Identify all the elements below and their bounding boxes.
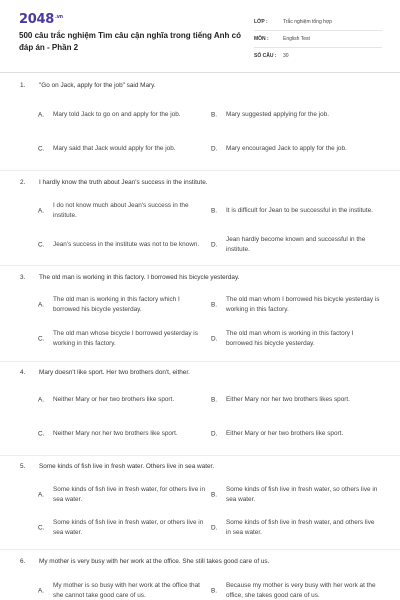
document-title: 500 câu trắc nghiệm Tìm câu cận nghĩa trong tiếng Anh có đáp án - Phần 2: [19, 31, 241, 52]
option-a[interactable]: [38, 100, 213, 130]
option-a[interactable]: [38, 290, 213, 320]
question-text: [20, 179, 390, 186]
header: [0, 0, 400, 70]
question-text: [20, 369, 390, 376]
meta-value: 30: [283, 53, 289, 59]
option-c[interactable]: [38, 230, 213, 260]
option-d[interactable]: [211, 324, 386, 354]
option-letter: C.: [38, 145, 45, 153]
option-letter: C.: [38, 430, 45, 438]
question-prompt: "Go on Jack, apply for the job" said Mary.: [39, 82, 156, 89]
option-letter: B.: [211, 396, 218, 404]
option-d[interactable]: [211, 230, 386, 260]
option-a[interactable]: [38, 196, 213, 226]
option-letter: B.: [211, 491, 218, 499]
option-c[interactable]: [38, 419, 213, 449]
question-text: [20, 558, 390, 565]
question-number: 1.: [20, 82, 26, 89]
option-text: Jean's success in the institute was not to be known.: [53, 241, 200, 248]
option-c[interactable]: [38, 513, 213, 543]
option-b[interactable]: [211, 290, 386, 320]
question-number: 4.: [20, 369, 26, 376]
option-letter: D.: [211, 241, 218, 249]
meta-key: SỐ CÂU :: [254, 53, 277, 59]
question-number: 6.: [20, 558, 26, 565]
option-letter: A.: [38, 491, 45, 499]
option-letter: A.: [38, 301, 45, 309]
option-text: Neither Mary or her two brothers like sport.: [53, 396, 175, 403]
option-d[interactable]: [211, 419, 386, 449]
option-text: Some kinds of fish live in fresh water, or others live in sea water.: [53, 519, 204, 536]
meta-table: [254, 14, 382, 64]
question-divider: [0, 170, 400, 171]
option-text: Either Mary or her two brothers like sport.: [226, 430, 344, 437]
option-d[interactable]: [211, 134, 386, 164]
option-letter: C.: [38, 524, 45, 532]
option-a[interactable]: [38, 576, 213, 600]
option-b[interactable]: [211, 196, 386, 226]
option-text: My mother is so busy with her work at the office that she cannot take good care of us.: [53, 582, 200, 599]
logo-text: 2048: [19, 12, 54, 27]
option-text: The old man whom is working in this factory I borrowed his bicycle yesterday.: [226, 330, 354, 347]
logo-suffix: .vn: [54, 13, 63, 20]
option-text: Mary said that Jack would apply for the job.: [53, 145, 176, 152]
option-letter: A.: [38, 111, 45, 119]
option-b[interactable]: [211, 480, 386, 510]
meta-key: MÔN :: [254, 36, 269, 42]
option-text: Either Mary nor her two brothers likes sport.: [226, 396, 350, 403]
option-letter: D.: [211, 524, 218, 532]
option-text: Jean hardly become known and successful in the institute.: [226, 236, 366, 253]
option-letter: C.: [38, 335, 45, 343]
option-text: Neither Mary nor her two brothers like sport.: [53, 430, 178, 437]
question-divider: [0, 455, 400, 456]
option-text: Mary suggested applying for the job.: [226, 111, 330, 118]
site-logo[interactable]: [19, 12, 63, 27]
option-letter: B.: [211, 587, 218, 595]
option-letter: B.: [211, 207, 218, 215]
option-letter: B.: [211, 111, 218, 119]
question-text: [20, 274, 390, 281]
question-divider: [0, 361, 400, 362]
option-text: The old man is working in this factory which I borrowed his bicycle yesterday.: [53, 296, 180, 313]
option-letter: C.: [38, 241, 45, 249]
meta-row-subject: [254, 31, 382, 48]
option-text: It is difficult for Jean to be successful in the institute.: [226, 207, 373, 214]
question-text: [20, 82, 390, 89]
option-b[interactable]: [211, 576, 386, 600]
question-divider: [0, 265, 400, 266]
meta-row-count: [254, 48, 382, 64]
option-b[interactable]: [211, 385, 386, 415]
question-prompt: My mother is very busy with her work at the office. She still takes good care of us.: [39, 558, 270, 565]
question-divider: [0, 549, 400, 550]
option-text: The old man whom I borrowed his bicycle yesterday is working in this factory.: [226, 296, 380, 313]
question-number: 5.: [20, 463, 26, 470]
question-number: 3.: [20, 274, 26, 281]
question-text: [20, 463, 390, 470]
option-letter: B.: [211, 301, 218, 309]
meta-key: LỚP :: [254, 19, 268, 25]
option-letter: D.: [211, 145, 218, 153]
option-letter: A.: [38, 396, 45, 404]
option-text: The old man whose bicycle I borrowed yesterday is working in this factory.: [53, 330, 198, 347]
option-b[interactable]: [211, 100, 386, 130]
option-text: Some kinds of fish live in fresh water, and others live in sea water.: [226, 519, 375, 536]
meta-row-class: [254, 14, 382, 31]
option-a[interactable]: [38, 385, 213, 415]
question-prompt: The old man is working in this factory. I borrowed his bicycle yesterday.: [39, 274, 240, 281]
header-divider: [0, 72, 400, 73]
option-text: Mary told Jack to go on and apply for the job.: [53, 111, 181, 118]
option-text: Because my mother is very busy with her work at the office, she takes good care of us.: [226, 582, 376, 599]
question-prompt: I hardly know the truth about Jean's success in the institute.: [39, 179, 208, 186]
option-letter: A.: [38, 207, 45, 215]
option-letter: D.: [211, 430, 218, 438]
option-d[interactable]: [211, 513, 386, 543]
option-text: Some kinds of fish live in fresh water, for others live in sea water.: [53, 486, 206, 503]
option-letter: D.: [211, 335, 218, 343]
option-letter: A.: [38, 587, 45, 595]
option-text: Mary encouraged Jack to apply for the job.: [226, 145, 347, 152]
question-number: 2.: [20, 179, 26, 186]
option-c[interactable]: [38, 324, 213, 354]
meta-value: English Test: [283, 36, 310, 42]
option-a[interactable]: [38, 480, 213, 510]
option-text: Some kinds of fish live in fresh water, so others live in sea water.: [226, 486, 378, 503]
option-c[interactable]: [38, 134, 213, 164]
question-prompt: Mary doesn't like sport. Her two brothers don't, either.: [39, 369, 190, 376]
option-text: I do not know much about Jean's success in the institute.: [53, 202, 189, 219]
question-prompt: Some kinds of fish live in fresh water. Others live in sea water.: [39, 463, 215, 470]
meta-value: Trắc nghiệm tổng hợp: [283, 19, 332, 25]
